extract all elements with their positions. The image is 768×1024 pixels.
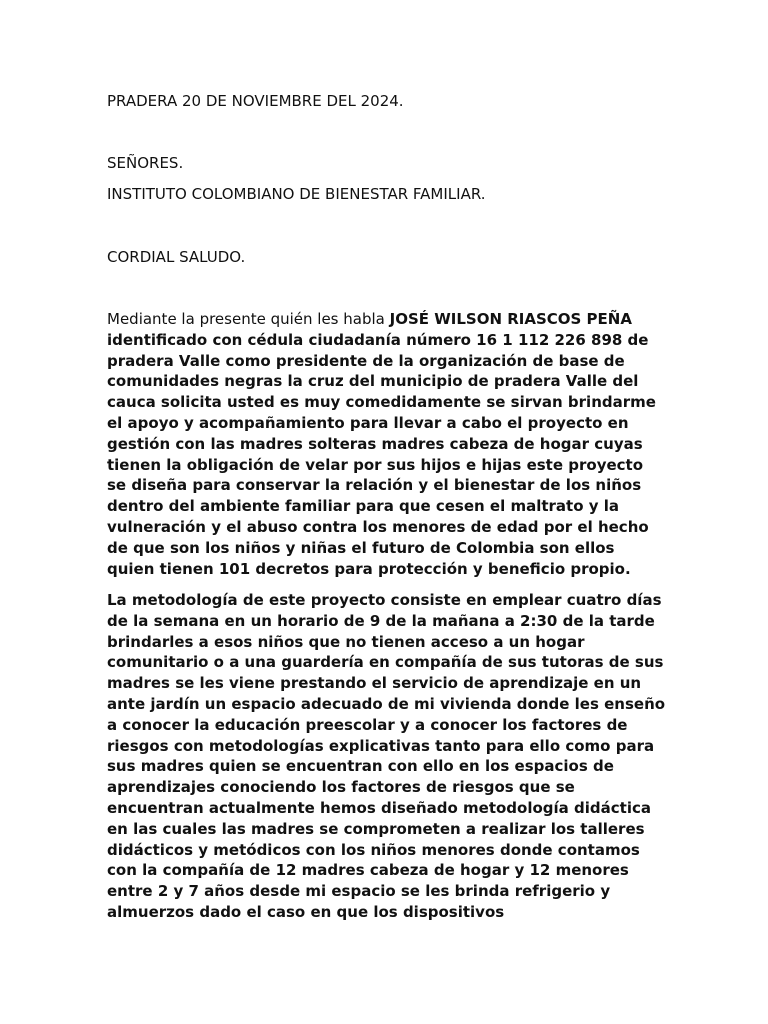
paragraph-intro: Mediante la presente quién les habla [107,310,390,328]
body-paragraph-1 [107,309,667,579]
greeting: CORDIAL SALUDO. [107,248,246,266]
recipient-institution: INSTITUTO COLOMBIANO DE BIENESTAR FAMILIAR. [107,185,486,203]
body-paragraph-2: La metodología de este proyecto consiste en emplear cuatro días de la semana en un horario de 9 de la mañana a 2:30 de la tarde brindarles a esos niños que no tienen acceso a un hogar comunitario o a una guardería en compañía de sus tutoras de sus madres se les viene prestando el servicio de aprendizaje en un ante jardín un espacio adecuado de mi vivienda donde les enseño a conocer la educación preescolar y a conocer los factores de riesgos con metodologías explicativas tanto para ello como para sus madres quien se encuentran con ello en los espacios de aprendizajes conociendo los factores de riesgos que se encuentran actualmente hemos diseñado metodología didáctica en las cuales las madres se comprometen a realizar los talleres didácticos y metódicos con los niños menores donde contamos con la compañía de 12 madres cabeza de hogar y 12 menores entre 2 y 7 años desde mi espacio se les brinda refrigerio y almuerzos dado el caso en que los dispositivos [107,591,666,921]
paragraph-body-bold: JOSÉ WILSON RIASCOS PEÑA identificado con cédula ciudadanía número 16 1 112 226 898 de pradera Valle como presidente de la organización de base de comunidades negras la cruz del municipio de pradera Valle del cauca solicita usted es muy comedidamente se sirvan brindarme el apoyo y acompañamiento para llevar a cabo el proyecto en gestión con las madres solteras madres cabeza de hogar cuyas tienen la obligación de velar por sus hijos e hijas este proyecto se diseña para conservar la relación y el bienestar de los niños dentro del ambiente familiar para que cesen el maltrato y la vulneración y el abuso contra los menores de edad por el hecho de que son los niños y niñas el futuro de Colombia son ellos quien tienen 101 decretos para protección y beneficio propio. [107,310,656,578]
salutation-line: SEÑORES. [107,154,184,172]
letter-date: PRADERA 20 DE NOVIEMBRE DEL 2024. [107,92,404,110]
